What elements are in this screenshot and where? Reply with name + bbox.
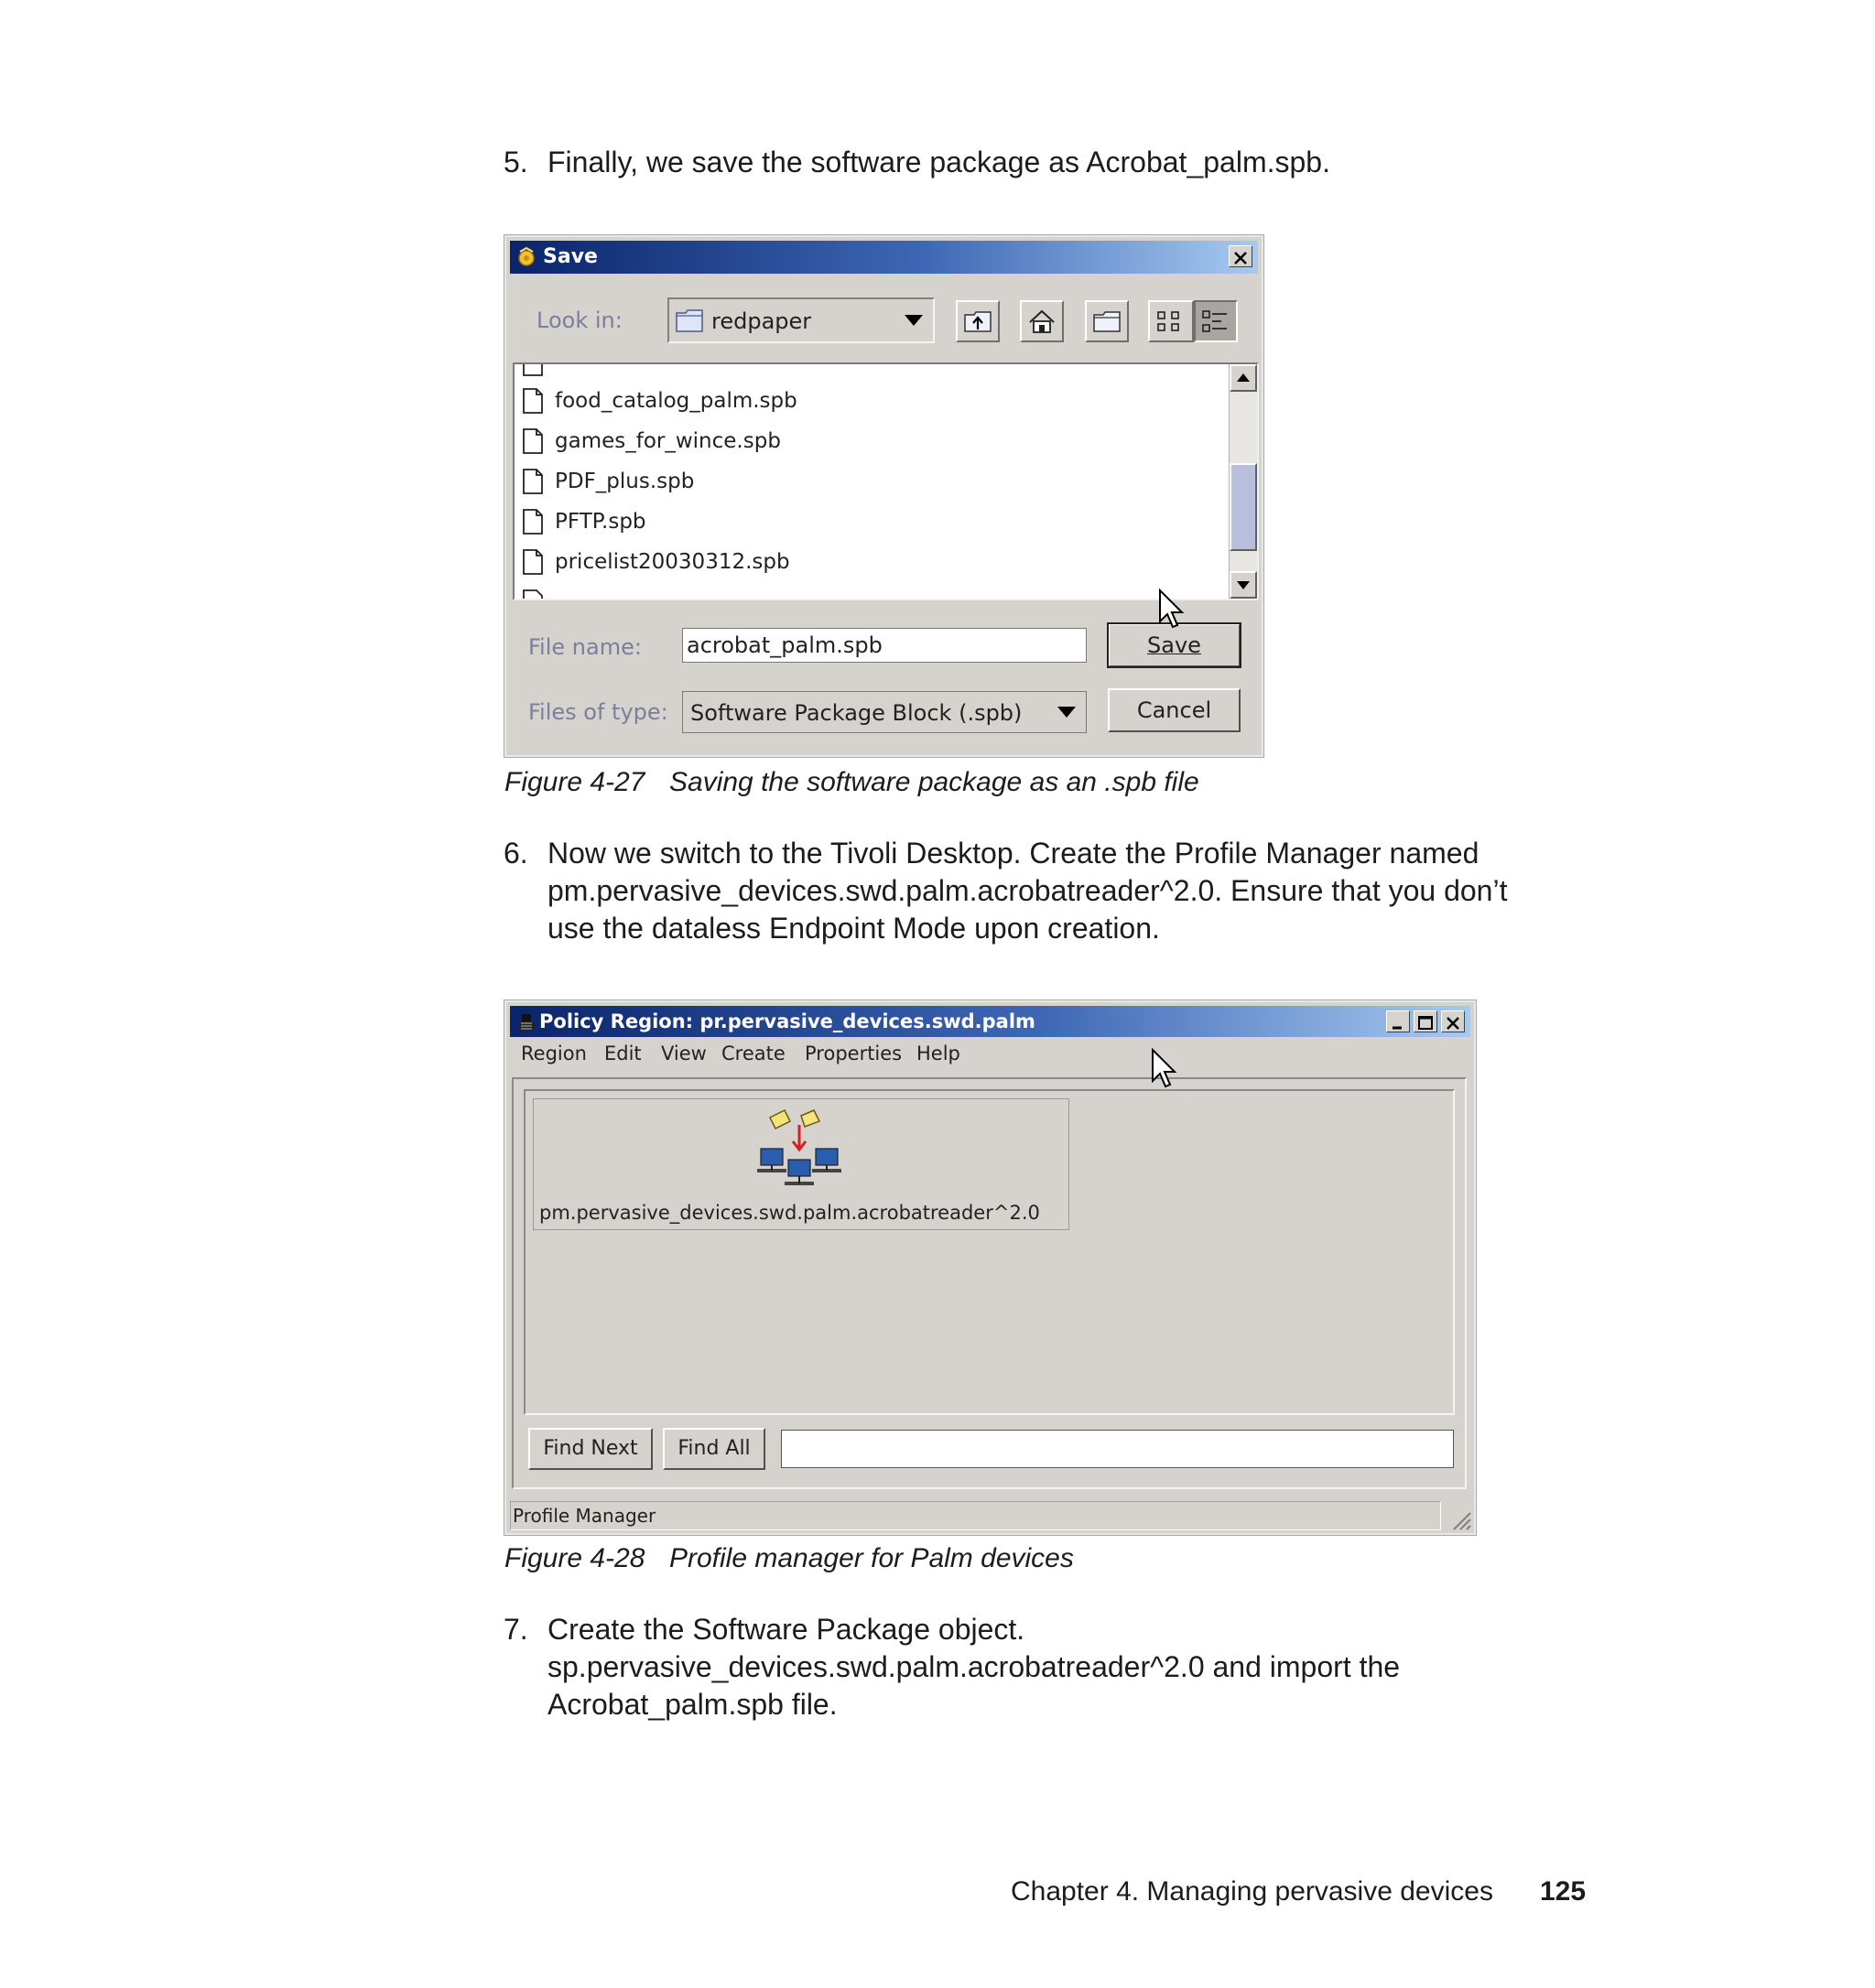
file-name-value: acrobat_palm.spb	[687, 632, 883, 658]
step-text: Finally, we save the software package as Acrobat_palm.spb.	[547, 146, 1330, 178]
details-view-icon	[1196, 302, 1236, 340]
policy-region-window	[504, 1000, 1476, 1535]
close-icon	[1230, 248, 1252, 268]
minimize-button[interactable]	[1386, 1010, 1410, 1032]
save-dialog-titlebar	[510, 241, 1258, 274]
status-bar	[510, 1501, 1441, 1530]
folder-icon	[675, 308, 704, 333]
step-line: sp.pervasive_devices.swd.palm.acrobatreader^2.0 and import the	[547, 1650, 1401, 1683]
step-line: Create the Software Package object.	[547, 1613, 1025, 1646]
profile-manager-item[interactable]	[533, 1098, 1069, 1230]
find-all-button[interactable]	[663, 1428, 765, 1470]
figure-caption	[504, 767, 1199, 798]
window-title: Policy Region: pr.pervasive_devices.swd.palm	[539, 1010, 1035, 1032]
file-icon	[520, 589, 546, 600]
menu-properties[interactable]: Properties	[805, 1043, 903, 1064]
list-view-icon	[1150, 302, 1192, 340]
file-name-input[interactable]	[682, 628, 1087, 663]
dialog-title: Save	[543, 245, 598, 268]
icon-area	[524, 1089, 1455, 1415]
step-text	[547, 835, 1646, 947]
mouse-pointer-icon	[1151, 1048, 1178, 1090]
file-icon	[520, 508, 546, 535]
status-text: Profile Manager	[513, 1505, 656, 1527]
figure-caption-text: Profile manager for Palm devices	[669, 1543, 1074, 1573]
scroll-up-button[interactable]	[1230, 364, 1257, 392]
figure-caption-text: Saving the software package as an .spb file	[669, 767, 1199, 797]
file-icon	[520, 548, 546, 576]
cancel-label: Cancel	[1136, 697, 1212, 723]
chapter-footer: Chapter 4. Managing pervasive devices	[1011, 1876, 1493, 1907]
find-all-label: Find All	[677, 1437, 751, 1460]
mouse-pointer-icon	[1158, 589, 1186, 631]
menu-view[interactable]: View	[661, 1043, 707, 1064]
file-icon	[520, 362, 546, 377]
tivoli-icon	[515, 1011, 537, 1033]
find-next-label: Find Next	[543, 1437, 638, 1460]
scroll-down-button[interactable]	[1230, 571, 1257, 599]
new-folder-icon	[1087, 302, 1127, 340]
up-folder-button[interactable]	[956, 300, 1000, 342]
step-number: 7.	[504, 1613, 528, 1646]
file-list[interactable]	[513, 362, 1259, 600]
vertical-scrollbar[interactable]	[1229, 364, 1257, 599]
files-of-type-label: Files of type:	[528, 699, 668, 725]
new-folder-button[interactable]	[1085, 300, 1129, 342]
step-number: 5.	[504, 146, 528, 178]
step-line: pm.pervasive_devices.swd.palm.acrobatreader^2.0. Ensure that you don’t	[547, 874, 1508, 907]
arrow-up-icon	[1231, 366, 1255, 390]
maximize-button[interactable]	[1414, 1010, 1437, 1032]
files-of-type-value: Software Package Block (.spb)	[690, 700, 1023, 726]
chevron-down-icon[interactable]	[904, 314, 924, 327]
save-dialog	[504, 235, 1263, 757]
file-name-label: File name:	[528, 634, 642, 660]
minimize-icon	[1387, 1013, 1409, 1033]
list-view-button[interactable]	[1148, 300, 1194, 342]
details-view-button[interactable]	[1194, 300, 1238, 342]
page-number: 125	[1540, 1876, 1587, 1907]
menu-region[interactable]: Region	[521, 1043, 587, 1064]
file-name: PFTP.spb	[555, 510, 646, 534]
step-line: Now we switch to the Tivoli Desktop. Create the Profile Manager named	[547, 837, 1479, 870]
save-label: Save	[1147, 632, 1201, 658]
home-button[interactable]	[1020, 300, 1064, 342]
resize-grip-icon[interactable]	[1448, 1507, 1472, 1531]
figure-caption	[504, 1543, 1074, 1574]
file-icon	[520, 468, 546, 495]
step-text	[547, 1611, 1646, 1723]
find-next-button[interactable]	[528, 1428, 653, 1470]
profile-manager-icon	[753, 1105, 845, 1194]
policy-region-titlebar	[510, 1006, 1470, 1037]
files-of-type-combo[interactable]	[682, 691, 1087, 733]
file-name: PDF_plus.spb	[555, 470, 695, 493]
close-button[interactable]	[1229, 245, 1252, 267]
file-name: games_for_wince.spb	[555, 429, 781, 453]
arrow-down-icon	[1231, 573, 1255, 597]
look-in-value: redpaper	[711, 308, 812, 334]
maximize-icon	[1414, 1013, 1436, 1033]
file-icon	[520, 427, 546, 455]
file-icon	[520, 387, 546, 415]
profile-manager-label: pm.pervasive_devices.swd.palm.acrobatreader^2.0	[539, 1202, 1040, 1224]
menu-create[interactable]: Create	[721, 1043, 786, 1064]
menu-edit[interactable]: Edit	[604, 1043, 642, 1064]
home-icon	[1022, 302, 1062, 340]
figure-label: Figure 4-27	[504, 767, 645, 797]
file-name: food_catalog_palm.spb	[555, 389, 797, 413]
menu-help[interactable]: Help	[916, 1043, 960, 1064]
figure-label: Figure 4-28	[504, 1543, 645, 1573]
close-icon	[1442, 1013, 1464, 1033]
menu-bar	[506, 1043, 1468, 1070]
look-in-combo[interactable]	[667, 297, 935, 343]
find-input[interactable]	[781, 1430, 1454, 1468]
step-line: use the dataless Endpoint Mode upon creation.	[547, 912, 1160, 945]
java-cup-icon	[515, 246, 537, 268]
up-folder-icon	[958, 302, 998, 340]
scroll-thumb[interactable]	[1230, 463, 1257, 551]
look-in-label: Look in:	[536, 308, 623, 333]
close-button[interactable]	[1441, 1010, 1465, 1032]
file-name: pricelist20030312.spb	[555, 550, 790, 574]
step-line: Acrobat_palm.spb file.	[547, 1688, 838, 1721]
cancel-button[interactable]	[1108, 688, 1241, 732]
chevron-down-icon[interactable]	[1057, 706, 1077, 718]
step-number: 6.	[504, 837, 528, 870]
